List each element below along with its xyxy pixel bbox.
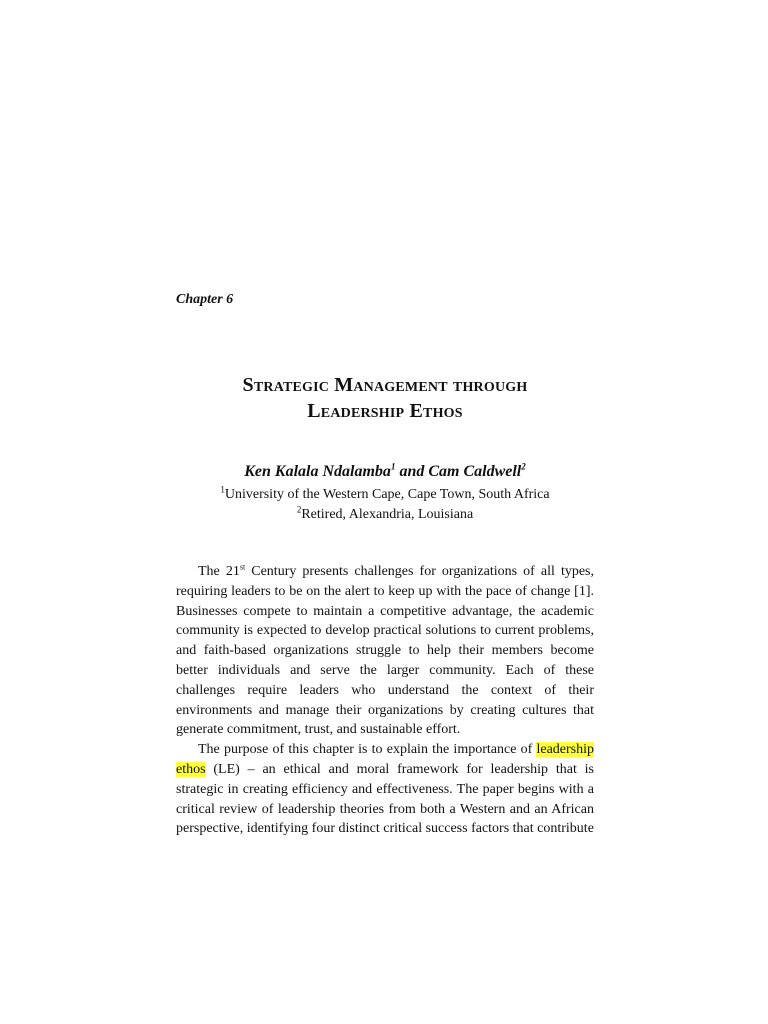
chapter-title-line-2: Leadership Ethos [307,400,463,422]
affiliation-2 [176,505,594,525]
paragraph-1 [176,562,594,740]
affiliation-2-mark: 2 [296,504,302,515]
chapter-label: Chapter 6 [176,292,234,307]
affiliation-1-text: University of the Western Cape, Cape Town, South Africa [224,487,550,502]
body-text [176,562,594,839]
authors-conjunction: and [395,463,429,480]
affiliation-1-mark: 1 [220,484,225,495]
paragraph-2 [176,740,594,839]
paragraph-1-start: The 21 [198,564,240,579]
paragraph-2-rest: (LE) – an ethical and moral framework for leadership that is strategic in creating efficiency and effectiveness. The paper begins with a critical review of leadership theories from both a Western and an African perspective, identifying four distinct critical success factors that contribute [176,761,594,837]
paragraph-2-start: The purpose of this chapter is to explain the importance of [198,742,537,758]
chapter-title-line-1: Strategic Management through [242,374,528,396]
author-2-affiliation-mark: 2 [521,461,526,472]
affiliations [176,485,594,525]
affiliation-1 [176,485,594,505]
author-2-name: Cam Caldwell [428,463,522,480]
affiliation-2-text: Retired, Alexandria, Louisiana [301,507,474,522]
highlighted-text[interactable]: leadership ethos [176,742,594,777]
ordinal-superscript: st [239,562,246,572]
paragraph-1-rest: Century presents challenges for organizations of all types, requiring leaders to be on the alert to keep up with the pace of change [1]. Businesses compete to maintain a competitive advantage, the academic community is expected to develop practical solutions to current problems, and faith-based organizations struggle to help their members become better individuals and serve the larger community. Each of these challenges require leaders who understand the context of their environments and manage their organizations by creating cultures that generate commitment, trust, and sustainable effort. [176,564,595,738]
author-1-affiliation-mark: 1 [390,461,396,472]
chapter-title [176,372,594,424]
authors-line [176,462,594,482]
author-1-name: Ken Kalala Ndalamba [244,463,391,480]
